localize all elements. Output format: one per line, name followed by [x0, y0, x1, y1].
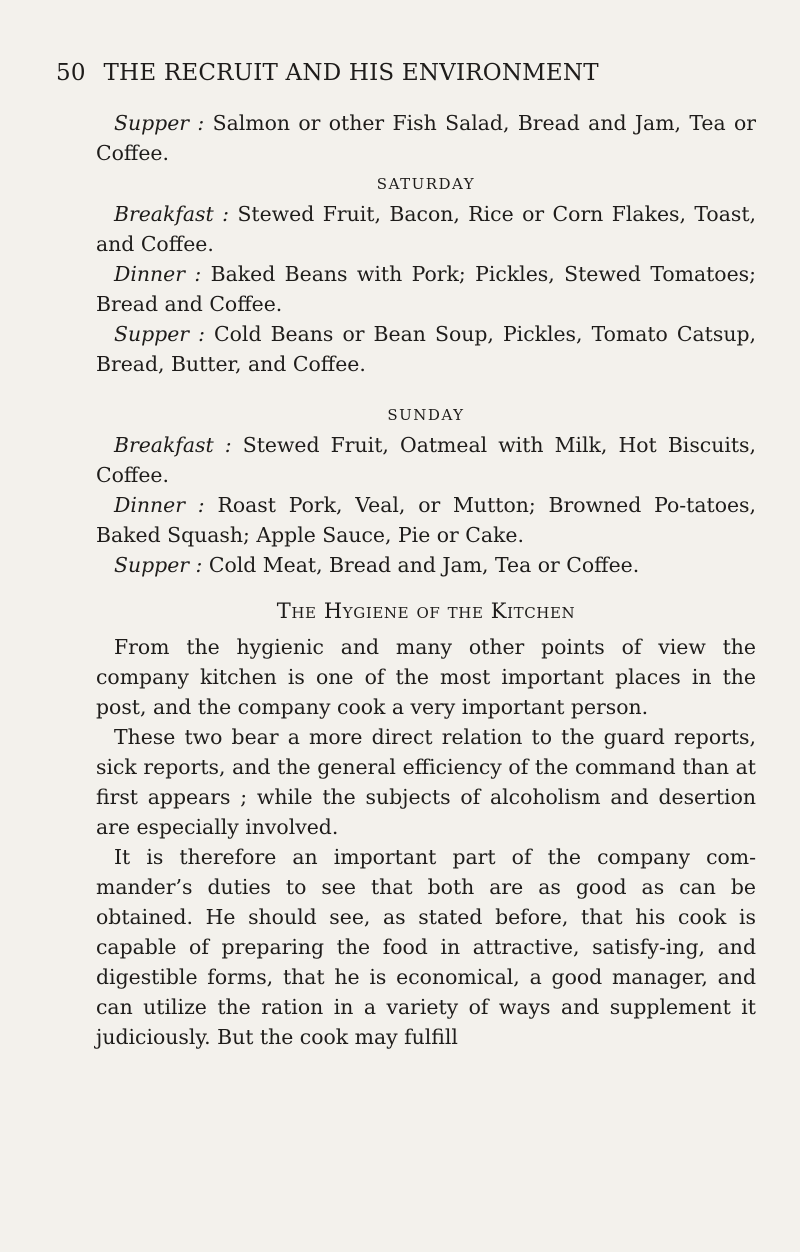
- meal-label: Dinner :: [114, 493, 205, 517]
- meal-text: Stewed Fruit, Oatmeal with Milk, Hot Biscuits, Coffee.: [96, 433, 757, 487]
- day-heading-saturday: SATURDAY: [376, 175, 476, 193]
- paragraph: It is therefore an important part of the company com-mander’s duties to see that both are as good as can be obtained. He should see, as stated before, that his cook is capable of preparing the food in attractive, satisfy-ing, and digestible forms, that he is economical, a good manager, and can utilize the ration in a variety of ways and supplement it judiciously. But the cook may fulfill: [96, 845, 756, 1049]
- page-number: 50: [56, 60, 86, 86]
- meal-text: Baked Beans with Pork; Pickles, Stewed Tomatoes; Bread and Coffee.: [96, 262, 756, 316]
- meal-label: Supper :: [114, 111, 205, 135]
- meal-text: Stewed Fruit, Bacon, Rice or Corn Flakes, Toast, and Coffee.: [96, 202, 756, 256]
- running-head: [56, 60, 756, 86]
- paragraph: From the hygienic and many other points of view the company kitchen is one of the most important places in the post, and the company cook a very important person.: [96, 635, 756, 719]
- saturday-breakfast: [96, 199, 756, 259]
- page-body: [96, 108, 756, 1052]
- meal-text: Roast Pork, Veal, or Mutton; Browned Po-tatoes, Baked Squash; Apple Sauce, Pie or Cake.: [96, 493, 756, 547]
- meal-text: Cold Meat, Bread and Jam, Tea or Coffee.: [208, 553, 640, 577]
- meal-text: Cold Beans or Bean Soup, Pickles, Tomato Catsup, Bread, Butter, and Coffee.: [96, 322, 756, 376]
- day-heading-sunday: SUNDAY: [387, 406, 465, 424]
- meal-label: Breakfast :: [114, 433, 232, 457]
- sunday-breakfast: [96, 430, 756, 490]
- meal-label: Supper :: [114, 322, 205, 346]
- saturday-dinner: [96, 259, 756, 319]
- section-heading: The Hygiene of the Kitchen: [276, 599, 576, 623]
- running-title: THE RECRUIT AND HIS ENVIRONMENT: [103, 60, 599, 86]
- paragraph: These two bear a more direct relation to the guard reports, sick reports, and the general efficiency of the command than at first appears ; while the subjects of alcoholism and desertion are especially involved.: [96, 725, 756, 839]
- meal-label: Supper :: [114, 553, 203, 577]
- friday-supper: [96, 108, 756, 168]
- meal-text: Salmon or other Fish Salad, Bread and Jam, Tea or Coffee.: [96, 111, 756, 165]
- meal-label: Breakfast :: [114, 202, 229, 226]
- sunday-dinner: [96, 490, 756, 550]
- sunday-supper: [96, 550, 756, 580]
- meal-label: Dinner :: [114, 262, 202, 286]
- saturday-supper: [96, 319, 756, 379]
